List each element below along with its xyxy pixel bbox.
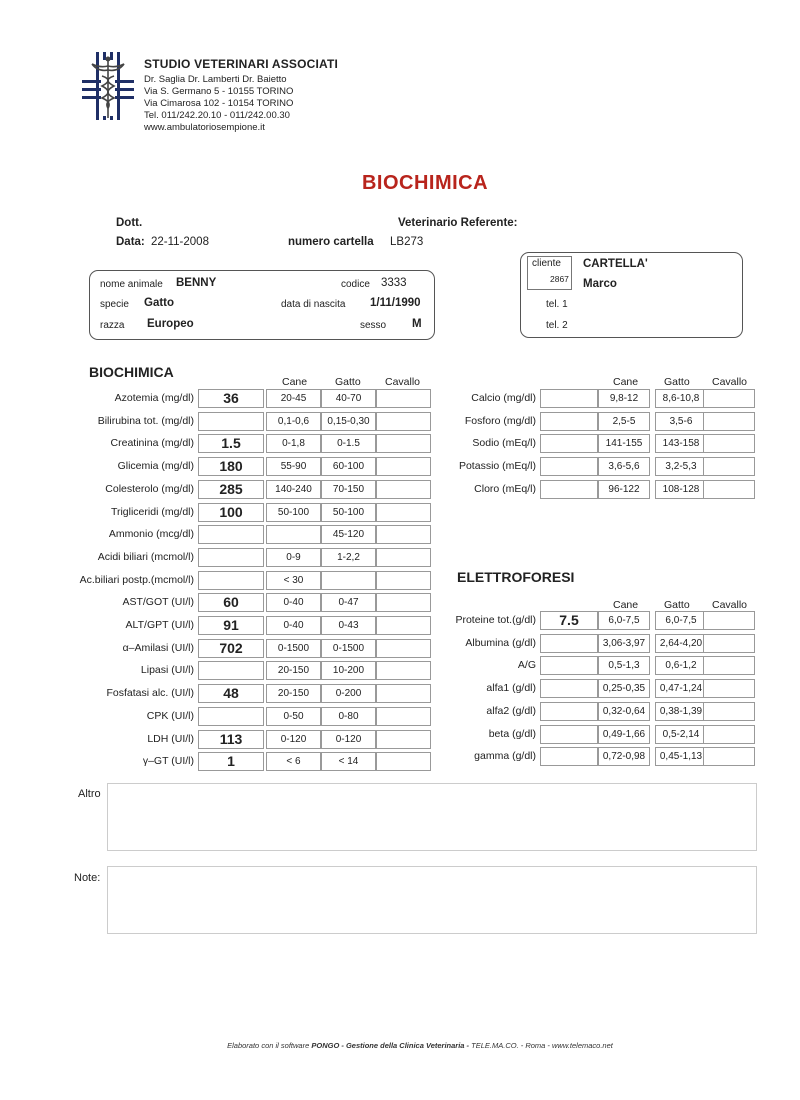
clinic-address-2: Via Cimarosa 102 - 10154 TORINO: [144, 98, 294, 109]
row-label: Calcio (mg/dl): [471, 392, 536, 404]
range-gatto: 0,45-1,13: [655, 747, 707, 766]
specie-label: specie: [100, 299, 129, 310]
codice-value: 3333: [381, 277, 407, 289]
tel1-label: tel. 1: [546, 299, 568, 310]
range-cane: 96-122: [598, 480, 650, 499]
row-label: AST/GOT (UI/l): [122, 596, 194, 609]
result-value: 180: [198, 457, 264, 476]
result-value: [540, 656, 598, 675]
range-cane: 0,1-0,6: [266, 412, 321, 431]
range-cavallo: [703, 679, 755, 698]
range-gatto: 0-1.5: [321, 434, 376, 453]
range-cavallo: [703, 412, 755, 431]
range-cane: 0-1500: [266, 639, 321, 658]
row-label: Cloro (mEq/l): [474, 482, 536, 495]
result-value: 702: [198, 639, 264, 658]
row-label: Ammonio (mcg/dl): [108, 528, 194, 541]
range-cane: 3,6-5,6: [598, 457, 650, 476]
row-label: Acidi biliari (mcmol/l): [97, 550, 194, 563]
caduceus-logo: [82, 52, 134, 120]
row-label: Sodio (mEq/l): [472, 437, 536, 450]
range-gatto: 3,2-5,3: [655, 457, 707, 476]
range-gatto: 2,64-4,20: [655, 634, 707, 653]
col-gatto-left: Gatto: [335, 376, 361, 388]
date-value: 22-11-2008: [151, 236, 209, 248]
col-cavallo-left: Cavallo: [385, 376, 421, 388]
range-cane: 6,0-7,5: [598, 611, 650, 630]
result-value: [198, 571, 264, 590]
result-value: [198, 412, 264, 431]
birthdate-value: 1/11/1990: [370, 297, 421, 309]
tel2-label: tel. 2: [546, 320, 568, 331]
note-field[interactable]: [107, 866, 757, 934]
range-gatto: 0-43: [321, 616, 376, 635]
result-value: 285: [198, 480, 264, 499]
row-label: Trigliceridi (mg/dl): [110, 505, 194, 518]
note-label: Note:: [74, 872, 101, 884]
range-cavallo: [376, 503, 431, 522]
row-label: Bilirubina tot. (mg/dl): [97, 414, 194, 427]
range-gatto: 0-80: [321, 707, 376, 726]
row-label: Albumina (g/dl): [465, 636, 536, 649]
result-value: 48: [198, 684, 264, 703]
result-value: 100: [198, 503, 264, 522]
document-title: BIOCHIMICA: [361, 172, 489, 194]
range-gatto: 1-2,2: [321, 548, 376, 567]
clinic-doctors: Dr. Saglia Dr. Lamberti Dr. Baietto: [144, 74, 287, 85]
range-cane: 50-100: [266, 503, 321, 522]
row-label: alfa1 (g/dl): [486, 682, 536, 695]
result-value: [540, 412, 598, 431]
range-cavallo: [703, 434, 755, 453]
row-label: ALT/GPT (UI/l): [125, 619, 194, 631]
row-label: Azotemia (mg/dl): [114, 392, 194, 404]
row-label: A/G: [517, 659, 536, 672]
range-cane: 55-90: [266, 457, 321, 476]
client-code: 2867: [550, 274, 569, 284]
sesso-value: M: [412, 318, 422, 330]
range-cavallo: [703, 702, 755, 721]
range-cane: [266, 525, 321, 544]
footer-credits: [0, 1041, 800, 1050]
range-gatto: 6,0-7,5: [655, 611, 707, 630]
client-name: Marco: [583, 278, 617, 290]
range-gatto: 0,47-1,24: [655, 679, 707, 698]
specie-value: Gatto: [144, 297, 175, 309]
animal-name-value: BENNY: [176, 277, 217, 289]
range-cane: 0-40: [266, 616, 321, 635]
result-value: [540, 725, 598, 744]
client-label: cliente: [532, 258, 561, 269]
row-label: Fosfatasi alc. (UI/l): [106, 687, 194, 700]
animal-name-label: nome animale: [100, 279, 163, 290]
result-value: [198, 661, 264, 680]
range-gatto: 10-200: [321, 661, 376, 680]
result-value: [540, 679, 598, 698]
range-cavallo: [703, 747, 755, 766]
result-value: 1: [198, 752, 264, 771]
range-gatto: 143-158: [655, 434, 707, 453]
altro-label: Altro: [78, 788, 101, 800]
range-cavallo: [703, 457, 755, 476]
footer-software: PONGO - Gestione della Clinica Veterinaria -: [311, 1041, 470, 1050]
range-gatto: < 14: [321, 752, 376, 771]
range-cavallo: [376, 571, 431, 590]
result-value: [540, 634, 598, 653]
range-cavallo: [703, 611, 755, 630]
range-gatto: 0-120: [321, 730, 376, 749]
clinic-name: STUDIO VETERINARI ASSOCIATI: [144, 57, 339, 71]
range-cane: 20-150: [266, 684, 321, 703]
razza-value: Europeo: [147, 318, 194, 330]
result-value: 36: [198, 389, 264, 408]
col-cavallo-right: Cavallo: [712, 376, 748, 388]
range-cane: 3,06-3,97: [598, 634, 650, 653]
range-cane: 0,49-1,66: [598, 725, 650, 744]
range-gatto: 0-47: [321, 593, 376, 612]
range-cane: 0,32-0,64: [598, 702, 650, 721]
range-cavallo: [376, 548, 431, 567]
col-cane-elettro: Cane: [613, 599, 639, 611]
range-gatto: 60-100: [321, 457, 376, 476]
date-label: Data:: [116, 236, 145, 248]
elettroforesi-section-title: ELETTROFORESI: [457, 569, 575, 585]
result-value: 7.5: [540, 611, 598, 630]
range-gatto: 0-1500: [321, 639, 376, 658]
biochimica-section-title: BIOCHIMICA: [89, 364, 174, 380]
result-value: 91: [198, 616, 264, 635]
footer-prefix: Elaborato con il software: [227, 1041, 310, 1050]
range-cane: 9,8-12: [598, 389, 650, 408]
result-value: [198, 707, 264, 726]
row-label: beta (g/dl): [488, 727, 536, 740]
range-cavallo: [703, 725, 755, 744]
range-gatto: [321, 571, 376, 590]
result-value: [198, 525, 264, 544]
range-cane: 20-150: [266, 661, 321, 680]
range-cane: 141-155: [598, 434, 650, 453]
row-label: α–Amilasi (UI/l): [122, 641, 194, 654]
range-cavallo: [703, 480, 755, 499]
range-cane: 20-45: [266, 389, 321, 408]
result-value: [198, 548, 264, 567]
col-cavallo-elettro: Cavallo: [712, 599, 748, 611]
range-cane: 0-9: [266, 548, 321, 567]
row-label: Colesterolo (mg/dl): [105, 482, 194, 495]
range-cane: 0-1,8: [266, 434, 321, 453]
row-label: Potassio (mEq/l): [458, 460, 536, 473]
result-value: [540, 480, 598, 499]
result-value: [540, 747, 598, 766]
row-label: γ–GT (UI/l): [142, 755, 194, 768]
range-gatto: 8,6-10,8: [655, 389, 707, 408]
clinic-website: www.ambulatoriosempione.it: [144, 122, 265, 133]
row-label: Fosforo (mg/dl): [464, 414, 536, 427]
range-gatto: 3,5-6: [655, 412, 707, 431]
birthdate-label: data di nascita: [281, 299, 346, 310]
range-cane: 0-40: [266, 593, 321, 612]
vet-referente-label: Veterinario Referente:: [398, 217, 518, 229]
result-value: [540, 457, 598, 476]
result-value: 113: [198, 730, 264, 749]
range-cane: 0,72-0,98: [598, 747, 650, 766]
range-cavallo: [703, 634, 755, 653]
range-cavallo: [376, 593, 431, 612]
codice-label: codice: [341, 279, 370, 290]
result-value: [540, 389, 598, 408]
range-cane: 0,25-0,35: [598, 679, 650, 698]
row-label: alfa2 (g/dl): [486, 704, 536, 717]
dott-label: Dott.: [116, 217, 143, 229]
row-label: Lipasi (UI/l): [140, 664, 194, 677]
range-gatto: 108-128: [655, 480, 707, 499]
row-label: LDH (UI/l): [147, 732, 194, 745]
range-cane: < 6: [266, 752, 321, 771]
range-cane: < 30: [266, 571, 321, 590]
sesso-label: sesso: [360, 320, 387, 331]
result-value: 1.5: [198, 434, 264, 453]
range-cavallo: [703, 389, 755, 408]
range-gatto: 40-70: [321, 389, 376, 408]
range-gatto: 50-100: [321, 503, 376, 522]
row-label: Glicemia (mg/dl): [117, 460, 194, 473]
col-gatto-elettro: Gatto: [664, 599, 690, 611]
range-cane: 140-240: [266, 480, 321, 499]
range-cane: 2,5-5: [598, 412, 650, 431]
client-surname: CARTELLA': [583, 258, 648, 270]
range-cavallo: [376, 525, 431, 544]
cartella-label: numero cartella: [288, 236, 374, 248]
col-cane-right: Cane: [613, 376, 639, 388]
clinic-phone: Tel. 011/242.20.10 - 011/242.00.30: [144, 110, 290, 121]
row-label: Creatinina (mg/dl): [110, 437, 194, 450]
range-cane: 0-120: [266, 730, 321, 749]
col-cane-left: Cane: [282, 376, 308, 388]
razza-label: razza: [100, 320, 125, 331]
row-label: CPK (UI/l): [146, 709, 194, 722]
range-gatto: 0-200: [321, 684, 376, 703]
clinic-address-1: Via S. Germano 5 - 10155 TORINO: [144, 86, 294, 97]
range-gatto: 0,5-2,14: [655, 725, 707, 744]
cartella-value: LB273: [390, 236, 424, 248]
result-value: 60: [198, 593, 264, 612]
range-gatto: 70-150: [321, 480, 376, 499]
range-gatto: 45-120: [321, 525, 376, 544]
range-gatto: 0,38-1,39: [655, 702, 707, 721]
col-gatto-right: Gatto: [664, 376, 690, 388]
row-label: Proteine tot.(g/dl): [455, 614, 536, 626]
altro-field[interactable]: [107, 783, 757, 851]
range-cavallo: [703, 656, 755, 675]
range-cane: 0-50: [266, 707, 321, 726]
row-label: Ac.biliari postp.(mcmol/l): [79, 573, 194, 586]
range-gatto: 0,15-0,30: [321, 412, 376, 431]
result-value: [540, 702, 598, 721]
row-label: gamma (g/dl): [474, 750, 536, 763]
range-gatto: 0,6-1,2: [655, 656, 707, 675]
range-cane: 0,5-1,3: [598, 656, 650, 675]
result-value: [540, 434, 598, 453]
footer-suffix: TELE.MA.CO. - Roma - www.telemaco.net: [471, 1041, 613, 1050]
